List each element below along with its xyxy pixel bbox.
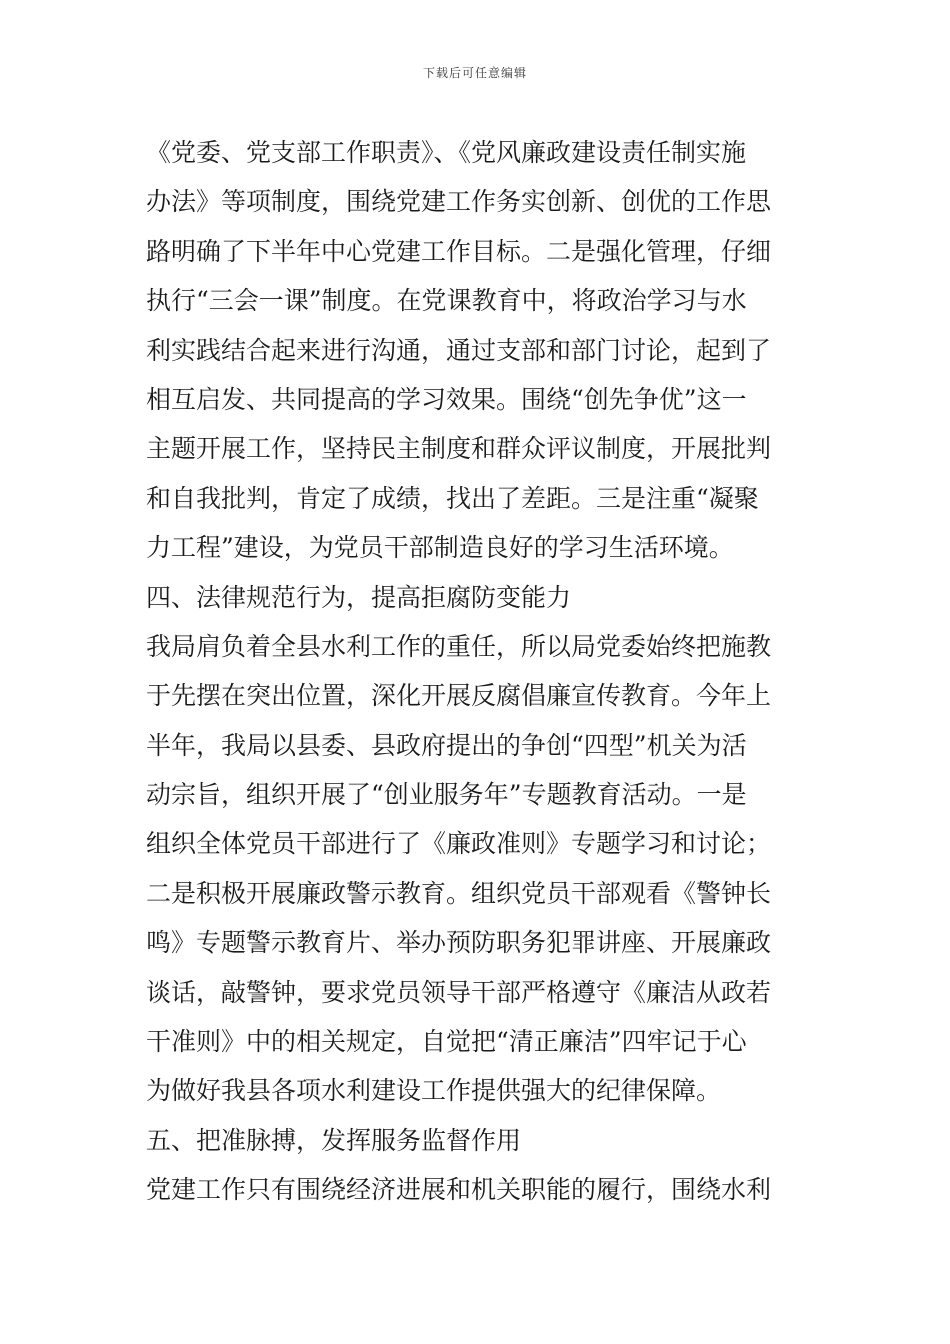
section-heading: 四、法律规范行为，提高拒腐防变能力	[146, 582, 572, 612]
text-line: 和自我批判，肯定了成绩，找出了差距。三是注重“凝聚	[146, 483, 759, 513]
text-line: 相互启发、共同提高的学习效果。围绕“创先争优”这一	[146, 384, 747, 414]
text-line: 办法》等项制度，围绕党建工作务实创新、创优的工作思	[146, 187, 772, 217]
text-line: 干准则》中的相关规定，自觉把“清正廉洁”四牢记于心	[146, 1027, 747, 1057]
text-line: 为做好我县各项水利建设工作提供强大的纪律保障。	[146, 1076, 722, 1106]
text-line: 组织全体党员干部进行了《廉政准则》专题学习和讨论；	[146, 829, 772, 859]
text-line: 于先摆在突出位置，深化开展反腐倡廉宣传教育。今年上	[146, 681, 772, 711]
text-line: 鸣》专题警示教育片、举办预防职务犯罪讲座、开展廉政	[146, 928, 772, 958]
text-line: 利实践结合起来进行沟通，通过支部和部门讨论，起到了	[146, 335, 772, 365]
text-line: 我局肩负着全县水利工作的重任，所以局党委始终把施教	[146, 631, 772, 661]
text-line: 《党委、党支部工作职责》、《党风廉政建设责任制实施	[146, 138, 747, 167]
text-line: 力工程”建设，为党员干部制造良好的学习生活环境。	[146, 533, 734, 563]
header-note: 下载后可任意编辑	[422, 66, 527, 80]
text-line: 党建工作只有围绕经济进展和机关职能的履行，围绕水利	[146, 1175, 772, 1205]
body-text	[146, 128, 814, 1215]
text-line: 谈话，敲警钟，要求党员领导干部严格遵守《廉洁从政若	[146, 977, 772, 1007]
text-line: 执行“三会一课”制度。在党课教育中，将政治学习与水	[146, 286, 747, 316]
text-line: 半年，我局以县委、县政府提出的争创“四型”机关为活	[146, 730, 747, 760]
text-line: 路明确了下半年中心党建工作目标。二是强化管理，仔细	[146, 236, 772, 266]
text-line: 动宗旨，组织开展了“创业服务年”专题教育活动。一是	[146, 780, 747, 810]
section-heading: 五、把准脉搏，发挥服务监督作用	[146, 1125, 522, 1155]
text-line: 主题开展工作，坚持民主制度和群众评议制度，开展批判	[146, 434, 772, 464]
text-line: 二是积极开展廉政警示教育。组织党员干部观看《警钟长	[146, 878, 772, 908]
